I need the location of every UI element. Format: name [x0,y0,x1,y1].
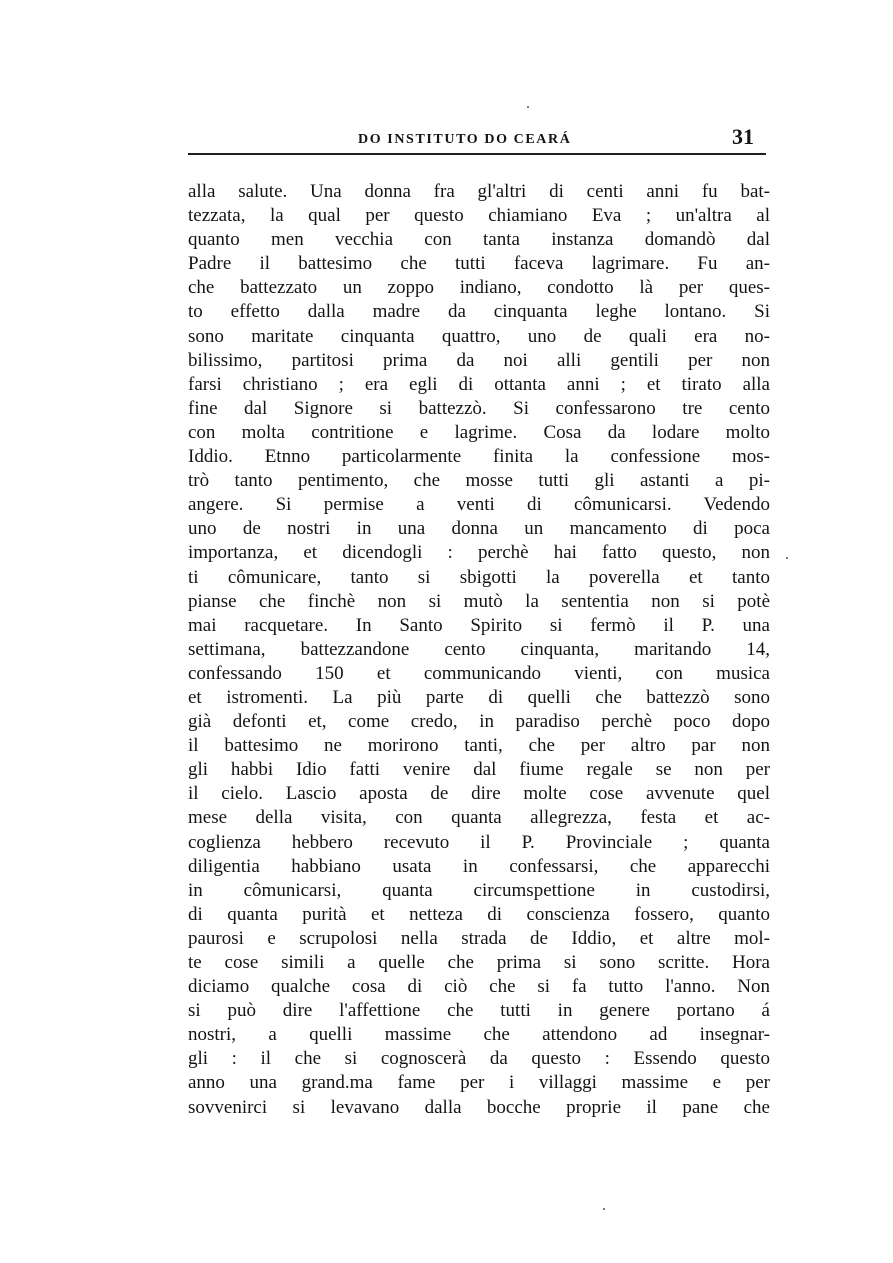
header-rule [188,153,766,155]
text-line: mai racquetare. In Santo Spirito si fermò il P. una [188,614,770,636]
text-line: bilissimo, partitosi prima da noi alli gentili per non [188,349,770,371]
page-header [188,120,766,152]
running-head: DO INSTITUTO DO CEARÁ [358,132,572,147]
text-line: nostri, a quelli massime che attendono ad insegnar- [188,1024,770,1046]
text-line: con molta contritione e lagrime. Cosa da lodare molto [188,421,770,443]
text-line: già defonti et, come credo, in paradiso perchè poco dopo [188,711,770,733]
text-line: coglienza hebbero recevuto il P. Provinciale ; quanta [188,831,770,853]
text-line: paurosi e scrupolosi nella strada de Iddio, et altre mol- [188,927,770,949]
text-line: te cose simili a quelle che prima si sono scritte. Hora [188,952,770,973]
scan-speck [527,106,529,108]
text-line: mese della visita, con quanta allegrezza, festa et ac- [188,807,770,829]
body-text [188,180,770,1120]
page-number: 31 [732,124,754,149]
text-line: pianse che finchè non si mutò la sententia non si potè [188,590,770,612]
scan-speck [786,557,788,559]
text-line: il cielo. Lascio aposta de dire molte cose avvenute quel [188,783,770,805]
text-line: confessando 150 et communicando vienti, con musica [188,662,770,684]
text-line: to effetto dalla madre da cinquanta leghe lontano. Si [188,301,770,323]
text-line: Iddio. Etnno particolarmente finita la confessione mos- [188,446,770,468]
text-line: importanza, et dicendogli : perchè hai fatto questo, non [188,542,770,564]
text-line: anno una grand.ma fame per i villaggi massime e per [188,1072,770,1094]
text-line: il battesimo ne morirono tanti, che per altro par non [188,735,770,757]
text-line: in cômunicarsi, quanta circumspettione in custodirsi, [188,879,770,901]
text-line: che battezzato un zoppo indiano, condotto là per ques- [188,277,770,299]
text-line: uno de nostri in una donna un mancamento di poca [188,518,770,540]
scan-speck [603,1208,605,1210]
text-line: Padre il battesimo che tutti faceva lagrimare. Fu an- [188,253,770,275]
text-line: tezzata, la qual per questo chiamiano Eva ; un'altra al [188,205,770,227]
text-line: trò tanto pentimento, che mosse tutti gli astanti a pi- [188,470,770,492]
text-line: gli habbi Idio fatti venire dal fiume regale se non per [188,759,770,781]
text-line: fine dal Signore si battezzò. Si confessarono tre cento [188,397,770,419]
text-line: gli : il che si cognoscerà da questo : Essendo questo [188,1048,770,1070]
text-line: alla salute. Una donna fra gl'altri di centi anni fu bat- [188,181,770,202]
text-line: ti cômunicare, tanto si sbigotti la poverella et tanto [188,566,770,588]
text-line: quanto men vecchia con tanta instanza domandò dal [188,229,770,251]
text-line: diligentia habbiano usata in confessarsi, che apparecchi [188,855,770,877]
text-line: angere. Si permise a venti di cômunicarsi. Vedendo [188,494,770,516]
text-line: di quanta purità et netteza di conscienza fossero, quanto [188,903,770,925]
text-line: diciamo qualche cosa di ciò che si fa tutto l'anno. Non [188,976,770,998]
text-line: sovvenirci si levavano dalla bocche proprie il pane che [188,1096,770,1118]
text-line: farsi christiano ; era egli di ottanta anni ; et tirato alla [188,373,770,395]
text-line: si può dire l'affettione che tutti in genere portano á [188,1000,770,1022]
text-line: sono maritate cinquanta quattro, uno de quali era no- [188,325,770,347]
text-line: et istromenti. La più parte di quelli che battezzò sono [188,686,770,708]
text-line: settimana, battezzandone cento cinquanta, maritando 14, [188,638,770,660]
